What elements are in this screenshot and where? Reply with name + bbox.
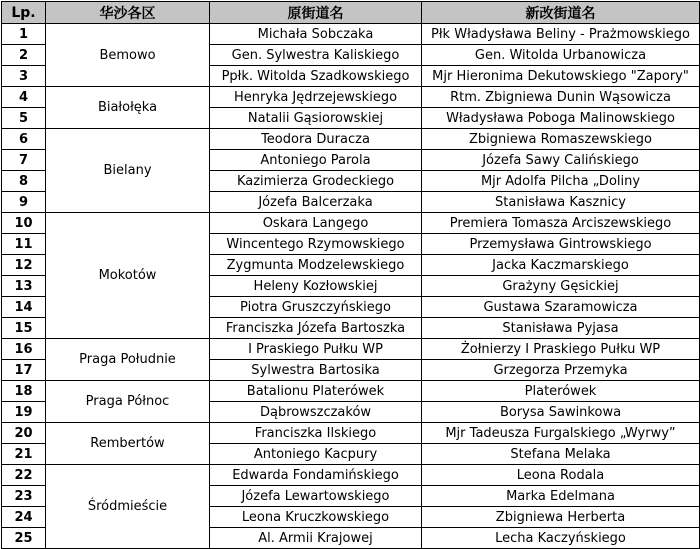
row-number: 5	[2, 108, 46, 129]
old-street-name: Dąbrowszczaków	[210, 402, 422, 423]
row-number: 20	[2, 423, 46, 444]
old-street-name: Heleny Kozłowskiej	[210, 276, 422, 297]
table-body	[2, 24, 700, 549]
row-number: 7	[2, 150, 46, 171]
old-street-name: Józefa Lewartowskiego	[210, 486, 422, 507]
row-number: 17	[2, 360, 46, 381]
new-street-name: Józefa Sawy Calińskiego	[422, 150, 700, 171]
new-street-name: Leona Rodala	[422, 465, 700, 486]
new-street-name: Jacka Kaczmarskiego	[422, 255, 700, 276]
row-number: 9	[2, 192, 46, 213]
new-street-name: Gen. Witolda Urbanowicza	[422, 45, 700, 66]
district-cell: Bemowo	[46, 24, 210, 87]
row-number: 4	[2, 87, 46, 108]
row-number: 2	[2, 45, 46, 66]
old-street-name: Zygmunta Modzelewskiego	[210, 255, 422, 276]
old-street-name: Piotra Gruszczyńskiego	[210, 297, 422, 318]
new-street-name: Gustawa Szaramowicza	[422, 297, 700, 318]
table-row	[2, 423, 700, 444]
old-street-name: Antoniego Kacpury	[210, 444, 422, 465]
row-number: 3	[2, 66, 46, 87]
new-street-name: Mjr Hieronima Dekutowskiego "Zapory"	[422, 66, 700, 87]
new-street-name: Marka Edelmana	[422, 486, 700, 507]
old-street-name: Al. Armii Krajowej	[210, 528, 422, 549]
new-street-name: Grzegorza Przemyka	[422, 360, 700, 381]
new-street-name: Żołnierzy I Praskiego Pułku WP	[422, 339, 700, 360]
row-number: 16	[2, 339, 46, 360]
old-street-name: Teodora Duracza	[210, 129, 422, 150]
header-old-street: 原街道名	[210, 2, 422, 24]
table-row	[2, 381, 700, 402]
new-street-name: Grażyny Gęsickiej	[422, 276, 700, 297]
header-new-street: 新改街道名	[422, 2, 700, 24]
row-number: 19	[2, 402, 46, 423]
old-street-name: Henryka Jędrzejewskiego	[210, 87, 422, 108]
new-street-name: Władysława Poboga Malinowskiego	[422, 108, 700, 129]
header-district: 华沙各区	[46, 2, 210, 24]
old-street-name: Gen. Sylwestra Kaliskiego	[210, 45, 422, 66]
district-cell: Mokotów	[46, 213, 210, 339]
old-street-name: Michała Sobczaka	[210, 24, 422, 45]
old-street-name: Wincentego Rzymowskiego	[210, 234, 422, 255]
table-header	[2, 2, 700, 24]
district-cell: Rembertów	[46, 423, 210, 465]
row-number: 15	[2, 318, 46, 339]
table-row	[2, 465, 700, 486]
header-number: Lp.	[2, 2, 46, 24]
new-street-name: Lecha Kaczyńskiego	[422, 528, 700, 549]
old-street-name: Franciszka Józefa Bartoszka	[210, 318, 422, 339]
new-street-name: Przemysława Gintrowskiego	[422, 234, 700, 255]
new-street-name: Zbigniewa Romaszewskiego	[422, 129, 700, 150]
table-row	[2, 87, 700, 108]
old-street-name: Batalionu Platerówek	[210, 381, 422, 402]
row-number: 14	[2, 297, 46, 318]
table-row	[2, 24, 700, 45]
row-number: 13	[2, 276, 46, 297]
new-street-name: Stanisława Pyjasa	[422, 318, 700, 339]
row-number: 23	[2, 486, 46, 507]
row-number: 1	[2, 24, 46, 45]
old-street-name: Sylwestra Bartosika	[210, 360, 422, 381]
table-row	[2, 339, 700, 360]
old-street-name: Franciszka Ilskiego	[210, 423, 422, 444]
old-street-name: Józefa Balcerzaka	[210, 192, 422, 213]
old-street-name: Leona Kruczkowskiego	[210, 507, 422, 528]
new-street-name: Mjr Tadeusza Furgalskiego „Wyrwy”	[422, 423, 700, 444]
row-number: 24	[2, 507, 46, 528]
new-street-name: Mjr Adolfa Pilcha „Doliny	[422, 171, 700, 192]
district-cell: Śródmieście	[46, 465, 210, 549]
new-street-name: Borysa Sawinkowa	[422, 402, 700, 423]
district-cell: Białołęka	[46, 87, 210, 129]
row-number: 8	[2, 171, 46, 192]
street-renaming-table	[1, 1, 700, 549]
district-cell: Bielany	[46, 129, 210, 213]
old-street-name: Edwarda Fondamińskiego	[210, 465, 422, 486]
row-number: 25	[2, 528, 46, 549]
old-street-name: Kazimierza Grodeckiego	[210, 171, 422, 192]
table-row	[2, 129, 700, 150]
new-street-name: Stanisława Kasznicy	[422, 192, 700, 213]
row-number: 12	[2, 255, 46, 276]
row-number: 22	[2, 465, 46, 486]
row-number: 21	[2, 444, 46, 465]
header-row	[2, 2, 700, 24]
old-street-name: Natalii Gąsiorowskiej	[210, 108, 422, 129]
old-street-name: Oskara Langego	[210, 213, 422, 234]
old-street-name: Antoniego Parola	[210, 150, 422, 171]
new-street-name: Zbigniewa Herberta	[422, 507, 700, 528]
row-number: 10	[2, 213, 46, 234]
new-street-name: Płk Władysława Beliny - Prażmowskiego	[422, 24, 700, 45]
new-street-name: Platerówek	[422, 381, 700, 402]
new-street-name: Rtm. Zbigniewa Dunin Wąsowicza	[422, 87, 700, 108]
row-number: 6	[2, 129, 46, 150]
district-cell: Praga Północ	[46, 381, 210, 423]
row-number: 18	[2, 381, 46, 402]
old-street-name: I Praskiego Pułku WP	[210, 339, 422, 360]
new-street-name: Premiera Tomasza Arciszewskiego	[422, 213, 700, 234]
old-street-name: Ppłk. Witolda Szadkowskiego	[210, 66, 422, 87]
district-cell: Praga Południe	[46, 339, 210, 381]
table-row	[2, 213, 700, 234]
row-number: 11	[2, 234, 46, 255]
new-street-name: Stefana Melaka	[422, 444, 700, 465]
